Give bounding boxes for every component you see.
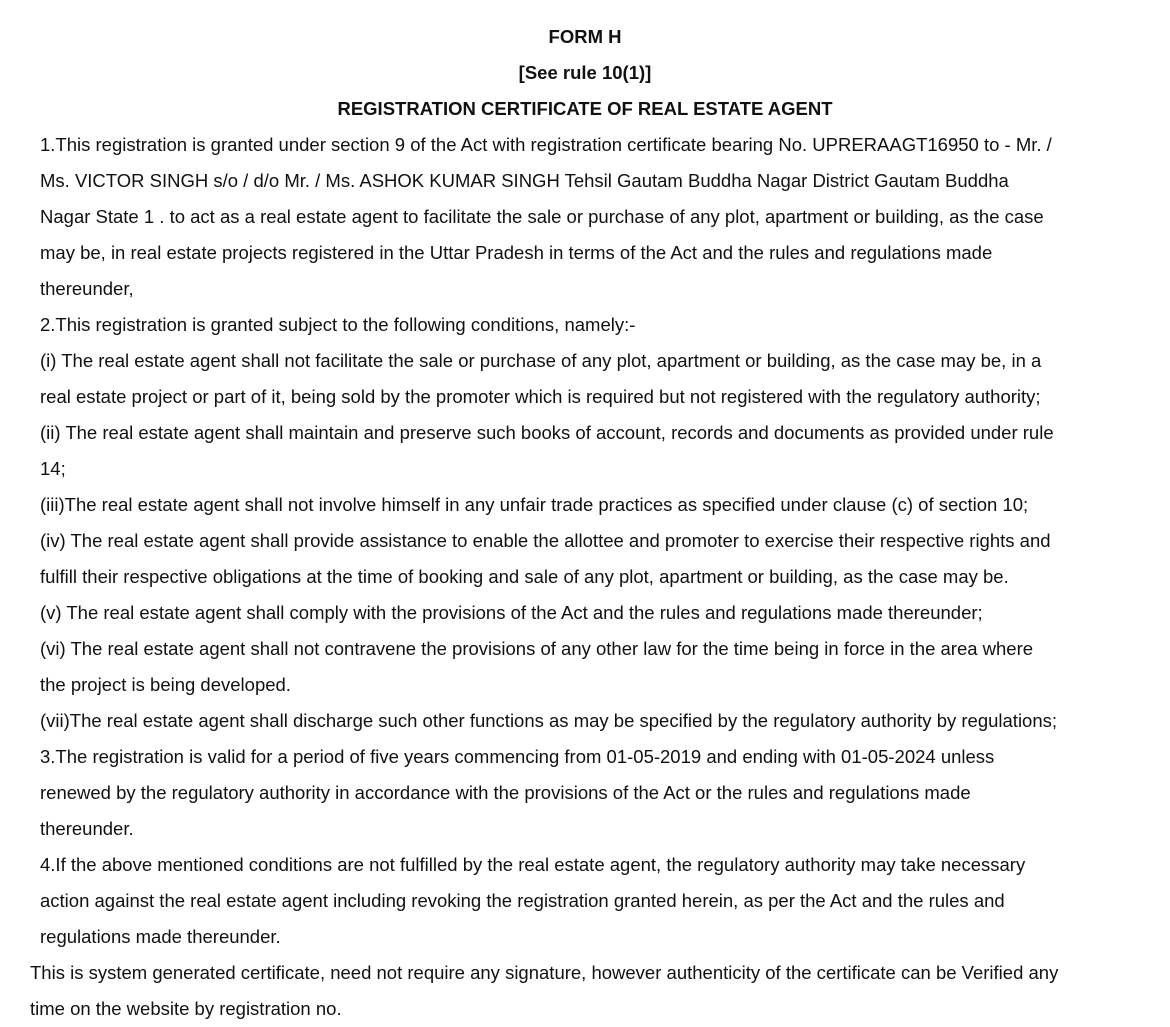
text-line: 4.If the above mentioned conditions are not fulfilled by the real estate agent, the regulatory authority may take necessary <box>40 854 1026 875</box>
text-line: (iii)The real estate agent shall not involve himself in any unfair trade practices as specified under clause (c) of section 10; <box>40 494 1029 515</box>
clause-4 <box>0 847 1170 955</box>
text-line: Nagar State 1 . to act as a real estate agent to facilitate the sale or purchase of any plot, apartment or building, as the case <box>40 206 1044 227</box>
clause-2 <box>0 307 1170 343</box>
condition-vi <box>0 631 1170 703</box>
clause-3 <box>0 739 1170 847</box>
text-line: 1.This registration is granted under section 9 of the Act with registration certificate bearing No. UPRERAAGT16950 to - Mr. / <box>40 134 1052 155</box>
text-line: fulfill their respective obligations at the time of booking and sale of any plot, apartment or building, as the case may be. <box>40 566 1009 587</box>
rule-reference: [See rule 10(1)] <box>518 62 652 83</box>
text-line: time on the website by registration no. <box>30 998 342 1019</box>
text-line: 14; <box>40 458 66 479</box>
text-line: action against the real estate agent including revoking the registration granted herein, as per the Act and the rules and <box>40 890 1005 911</box>
certificate-title: REGISTRATION CERTIFICATE OF REAL ESTATE AGENT <box>337 98 833 119</box>
footer-note <box>0 955 1170 1027</box>
certificate-body <box>0 127 1170 1027</box>
condition-v <box>0 595 1170 631</box>
form-label: FORM H <box>548 26 622 47</box>
text-line: (i) The real estate agent shall not facilitate the sale or purchase of any plot, apartment or building, as the case may be, in a <box>40 350 1042 371</box>
text-line: 3.The registration is valid for a period of five years commencing from 01-05-2019 and ending with 01-05-2024 unless <box>40 746 995 767</box>
text-line: 2.This registration is granted subject to the following conditions, namely:- <box>40 314 636 335</box>
text-line: renewed by the regulatory authority in accordance with the provisions of the Act or the rules and regulations made <box>40 782 971 803</box>
certificate-document <box>0 19 1170 1027</box>
text-line: regulations made thereunder. <box>40 926 281 947</box>
condition-i <box>0 343 1170 415</box>
text-line: (vii)The real estate agent shall discharge such other functions as may be specified by the regulatory authority by regulations; <box>40 710 1058 731</box>
text-line: (ii) The real estate agent shall maintain and preserve such books of account, records and documents as provided under rule <box>40 422 1054 443</box>
condition-vii <box>0 703 1170 739</box>
condition-ii <box>0 415 1170 487</box>
text-line: may be, in real estate projects registered in the Uttar Pradesh in terms of the Act and the rules and regulations made <box>40 242 993 263</box>
text-line: (iv) The real estate agent shall provide assistance to enable the allottee and promoter to exercise their respective rights and <box>40 530 1051 551</box>
text-line: thereunder. <box>40 818 134 839</box>
condition-iv <box>0 523 1170 595</box>
text-line: thereunder, <box>40 278 134 299</box>
text-line: Ms. VICTOR SINGH s/o / d/o Mr. / Ms. ASHOK KUMAR SINGH Tehsil Gautam Buddha Nagar District Gautam Buddha <box>40 170 1009 191</box>
condition-iii <box>0 487 1170 523</box>
text-line: (v) The real estate agent shall comply with the provisions of the Act and the rules and regulations made thereunder; <box>40 602 983 623</box>
text-line: the project is being developed. <box>40 674 291 695</box>
text-line: real estate project or part of it, being sold by the promoter which is required but not registered with the regulatory authority; <box>40 386 1041 407</box>
text-line: (vi) The real estate agent shall not contravene the provisions of any other law for the time being in force in the area where <box>40 638 1034 659</box>
text-line: This is system generated certificate, need not require any signature, however authenticity of the certificate can be Verified any <box>30 962 1059 983</box>
clause-1 <box>0 127 1170 307</box>
